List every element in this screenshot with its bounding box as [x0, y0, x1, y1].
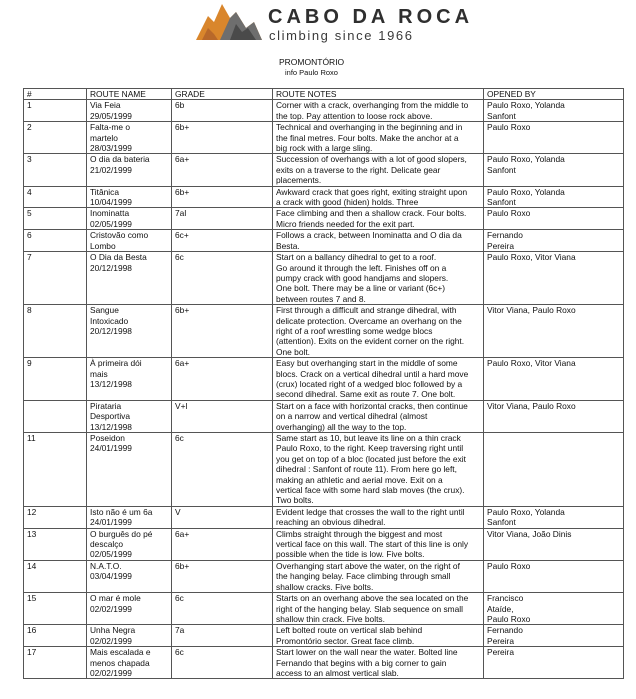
route-notes-cell — [273, 230, 484, 252]
route-name-line: Cristovão como — [90, 230, 149, 241]
table-row — [24, 647, 624, 679]
route-notes-cell — [273, 358, 484, 401]
route-number-cell: 12 — [24, 506, 87, 528]
route-notes-line: making an athletic and aerial move. Exit on a — [276, 474, 443, 485]
route-notes-cell — [273, 100, 484, 122]
route-grade-cell: 6b+ — [172, 122, 273, 154]
route-notes-line: Left bolted route on vertical slab behind — [276, 625, 423, 636]
table-row — [24, 252, 624, 305]
route-grade-cell: 6c+ — [172, 230, 273, 252]
route-opened-by-line: Paulo Roxo, Vitor Viana — [487, 252, 576, 263]
route-name-line: Sangue — [90, 305, 119, 316]
route-notes-line: Starts on an overhang above the sea located on the — [276, 593, 469, 604]
table-row — [24, 625, 624, 647]
route-name-cell — [87, 100, 172, 122]
route-opened-by-cell — [484, 122, 624, 154]
route-name-line: martelo — [90, 132, 118, 143]
route-name-cell — [87, 593, 172, 625]
route-opened-by-cell — [484, 647, 624, 679]
table-row — [24, 358, 624, 401]
route-notes-line: possible when the tide is low. Five bolts. — [276, 549, 425, 560]
route-grade-cell: 7al — [172, 208, 273, 230]
route-name-line: 02/02/1999 — [90, 667, 132, 678]
route-number-cell: 9 — [24, 358, 87, 401]
route-name-line: 20/12/1998 — [90, 262, 132, 273]
route-grade-cell: 6a+ — [172, 528, 273, 560]
column-header-number: # — [24, 89, 87, 100]
table-row — [24, 230, 624, 252]
route-name-cell — [87, 154, 172, 186]
route-notes-cell — [273, 208, 484, 230]
route-notes-cell — [273, 625, 484, 647]
route-notes-line: Micro friends needed for the exit part. — [276, 218, 415, 229]
route-opened-by-line: Paulo Roxo, Yolanda — [487, 186, 565, 197]
route-opened-by-line: Ataíde, — [487, 603, 514, 614]
route-notes-cell — [273, 122, 484, 154]
route-opened-by-line: Paulo Roxo, Vitor Viana — [487, 358, 576, 369]
sector-title: PROMONTÓRIO — [279, 57, 345, 67]
route-notes-line: a crack with good (hiden) holds. Three — [276, 197, 419, 208]
route-name-line: descalço — [90, 539, 124, 550]
route-notes-cell — [273, 647, 484, 679]
route-opened-by-line: Sanfont — [487, 197, 516, 208]
route-name-line: 24/01/1999 — [90, 517, 132, 528]
route-notes-line: overhanging) all the way to the top. — [276, 421, 407, 432]
route-grade-cell: 6c — [172, 433, 273, 507]
route-opened-by-line: Vitor Viana, Paulo Roxo — [487, 400, 576, 411]
route-notes-line: Paulo Roxo, to the right. Keep traversing right until — [276, 443, 464, 454]
route-opened-by-line: Fernando — [487, 625, 523, 636]
route-opened-by-line: Francisco — [487, 593, 524, 604]
route-opened-by-cell — [484, 252, 624, 305]
route-opened-by-line: Pereira — [487, 647, 514, 658]
route-opened-by-line: Paulo Roxo — [487, 560, 531, 571]
route-name-line: Isto não é um 6a — [90, 506, 153, 517]
route-name-line: Lombo — [90, 240, 116, 251]
mountain-logo-icon — [196, 2, 262, 42]
route-name-line: O burguês do pé — [90, 528, 153, 539]
route-name-line: 13/12/1998 — [90, 421, 132, 432]
route-grade-cell: 6b+ — [172, 305, 273, 358]
route-number-cell: 5 — [24, 208, 87, 230]
route-grade-cell: 6b — [172, 100, 273, 122]
route-name-line: 02/05/1999 — [90, 218, 132, 229]
route-opened-by-line: Paulo Roxo, Yolanda — [487, 506, 565, 517]
route-notes-line: Climbs straight through the biggest and most — [276, 528, 443, 539]
route-notes-line: vertical face with some hard slab moves (the crux). — [276, 485, 465, 496]
route-notes-cell — [273, 506, 484, 528]
route-opened-by-line: Pereira — [487, 635, 514, 646]
route-notes-line: big rock with a large sling. — [276, 143, 373, 154]
route-notes-line: between routes 7 and 8. — [276, 293, 366, 304]
route-notes-line: Start on a face with horizontal cracks, then continue — [276, 400, 468, 411]
route-opened-by-cell — [484, 186, 624, 208]
table-row — [24, 154, 624, 186]
route-name-cell — [87, 400, 172, 432]
route-name-line: 02/05/1999 — [90, 549, 132, 560]
route-notes-line: Start lower on the wall near the water. Bolted line — [276, 647, 458, 658]
route-grade-cell: 6c — [172, 647, 273, 679]
route-notes-line: right of the hanging belay. Slab sequence on small — [276, 603, 464, 614]
route-name-cell — [87, 506, 172, 528]
route-opened-by-cell — [484, 358, 624, 401]
route-notes-line: Face climbing and then a shallow crack. Four bolts. — [276, 208, 467, 219]
route-notes-line: the final metres. Four bolts. Make the anchor at a — [276, 132, 459, 143]
route-notes-line: Awkward crack that goes right, exiting straight upon — [276, 186, 468, 197]
route-opened-by-cell — [484, 154, 624, 186]
route-grade-cell: V+l — [172, 400, 273, 432]
route-notes-line: One bolt. — [276, 346, 310, 357]
route-name-line: O Dia da Besta — [90, 252, 147, 263]
route-opened-by-line: Paulo Roxo — [487, 122, 531, 133]
route-notes-line: Overhanging start above the water, on the right of — [276, 560, 460, 571]
route-notes-line: Same start as 10, but leave its line on a thin crack — [276, 433, 461, 443]
route-notes-line: First through a difficult and strange dihedral, with — [276, 305, 457, 316]
column-header-route-name: ROUTE NAME — [87, 89, 172, 100]
route-opened-by-cell — [484, 305, 624, 358]
route-notes-line: dihedral : Sanfont of route 11). From here go left, — [276, 464, 457, 475]
route-notes-cell — [273, 433, 484, 507]
routes-table — [23, 88, 624, 679]
route-notes-line: Two bolts. — [276, 495, 314, 506]
table-header-row — [24, 89, 624, 100]
table-row — [24, 100, 624, 122]
route-notes-line: Evident ledge that crosses the wall to the right until — [276, 506, 465, 517]
route-grade-cell: 6b+ — [172, 560, 273, 592]
route-notes-line: Succession of overhangs with a lot of good slopers, — [276, 154, 467, 165]
route-name-line: Intoxicado — [90, 315, 129, 326]
route-opened-by-cell — [484, 560, 624, 592]
route-notes-line: Follows a crack, between Inominatta and O dia da — [276, 230, 462, 241]
route-opened-by-line: Fernando — [487, 230, 523, 241]
route-grade-cell: 6a+ — [172, 358, 273, 401]
route-opened-by-line: Vitor Viana, João Dinis — [487, 528, 572, 539]
route-name-cell — [87, 208, 172, 230]
route-name-line: 29/05/1999 — [90, 110, 132, 121]
route-number-cell: 4 — [24, 186, 87, 208]
route-opened-by-line: Paulo Roxo — [487, 613, 531, 624]
route-grade-cell: 6c — [172, 593, 273, 625]
route-opened-by-line: Paulo Roxo, Yolanda — [487, 100, 565, 111]
route-name-cell — [87, 625, 172, 647]
route-name-cell — [87, 252, 172, 305]
sector-info: info Paulo Roxo — [285, 68, 338, 77]
route-notes-line: placements. — [276, 175, 322, 186]
route-name-cell — [87, 122, 172, 154]
route-name-line: Mais escalada e — [90, 647, 151, 658]
route-name-line: 24/01/1999 — [90, 443, 132, 454]
route-number-cell: 16 — [24, 625, 87, 647]
route-name-line: À primeira dói — [90, 358, 142, 369]
route-notes-line: delicate protection. Overcame an overhang on the — [276, 315, 462, 326]
route-notes-line: (attention). Exits on the evident corner on the right. — [276, 336, 465, 347]
route-name-line: Inominatta — [90, 208, 130, 219]
route-notes-cell — [273, 186, 484, 208]
route-notes-line: shallow cracks. Five bolts. — [276, 581, 374, 592]
route-notes-line: Fernando that begins with a big corner to gain — [276, 657, 447, 668]
route-notes-line: (crux) located right of a wedged bloc followed by a — [276, 378, 463, 389]
route-notes-cell — [273, 528, 484, 560]
route-name-cell — [87, 305, 172, 358]
route-notes-line: on a narrow and vertical dihedral (almost — [276, 411, 428, 422]
route-number-cell: 13 — [24, 528, 87, 560]
route-notes-cell — [273, 560, 484, 592]
route-number-cell: 15 — [24, 593, 87, 625]
route-number-cell: 1 — [24, 100, 87, 122]
route-notes-line: shallow thin crack. Five bolts. — [276, 613, 385, 624]
route-name-line: Pirataria — [90, 400, 122, 411]
route-opened-by-cell — [484, 593, 624, 625]
route-name-line: 02/02/1999 — [90, 603, 132, 614]
route-number-cell: 6 — [24, 230, 87, 252]
column-header-opened-by: OPENED BY — [484, 89, 624, 100]
route-name-cell — [87, 186, 172, 208]
route-name-line: 10/04/1999 — [90, 197, 132, 208]
route-opened-by-line: Sanfont — [487, 110, 516, 121]
route-number-cell: 3 — [24, 154, 87, 186]
route-name-line: N.A.T.O. — [90, 560, 122, 571]
route-opened-by-line: Vitor Viana, Paulo Roxo — [487, 305, 576, 316]
route-opened-by-cell — [484, 230, 624, 252]
table-row — [24, 593, 624, 625]
route-notes-line: Start on a ballancy dihedral to get to a roof. — [276, 252, 437, 263]
route-opened-by-line: Sanfont — [487, 164, 516, 175]
route-name-line: 28/03/1999 — [90, 143, 132, 154]
route-notes-cell — [273, 400, 484, 432]
route-opened-by-line: Sanfont — [487, 517, 516, 528]
route-name-line: Desportiva — [90, 411, 131, 422]
route-name-line: mais — [90, 368, 108, 379]
route-notes-line: exits on a traverse to the right. Delicate gear — [276, 164, 441, 175]
brand-name: CABO DA ROCA — [268, 6, 474, 28]
route-name-line: O dia da bateria — [90, 154, 150, 165]
route-name-line: 21/02/1999 — [90, 164, 132, 175]
route-notes-line: the top. Pay attention to loose rock above. — [276, 110, 433, 121]
table-row — [24, 560, 624, 592]
route-number-cell: 7 — [24, 252, 87, 305]
column-header-grade: GRADE — [172, 89, 273, 100]
route-grade-cell: 7a — [172, 625, 273, 647]
route-number-cell: 11 — [24, 433, 87, 507]
route-name-cell — [87, 358, 172, 401]
route-opened-by-cell — [484, 400, 624, 432]
route-notes-cell — [273, 154, 484, 186]
route-number-cell — [24, 400, 87, 432]
route-opened-by-line: Pereira — [487, 240, 514, 251]
route-opened-by-cell — [484, 100, 624, 122]
header — [0, 0, 636, 48]
route-name-cell — [87, 647, 172, 679]
route-grade-cell: 6a+ — [172, 154, 273, 186]
route-opened-by-cell — [484, 208, 624, 230]
route-notes-line: vertical face on this wall. The start of this line is only — [276, 539, 469, 550]
route-notes-line: you get on top of a bloc (located just before the exit — [276, 453, 466, 464]
route-opened-by-cell — [484, 625, 624, 647]
route-name-line: 02/02/1999 — [90, 635, 132, 646]
table-row — [24, 400, 624, 432]
route-notes-line: One bolt. There may be a line or variant (6c+) — [276, 283, 446, 294]
route-notes-line: right of a roof wrestling some wedge blocs — [276, 325, 433, 336]
route-notes-line: Go around it through the left. Finishes off on a — [276, 262, 447, 273]
routes-table-body — [24, 100, 624, 679]
route-name-line: Titânica — [90, 186, 120, 197]
column-header-route-notes: ROUTE NOTES — [273, 89, 484, 100]
route-notes-line: pumpy crack with good handjams and slopers. — [276, 272, 449, 283]
route-grade-cell: 6b+ — [172, 186, 273, 208]
route-notes-line: Technical and overhanging in the beginning and in — [276, 122, 463, 133]
route-notes-line: Easy but overhanging start in the middle of some — [276, 358, 458, 369]
route-name-line: menos chapada — [90, 657, 150, 668]
route-notes-line: the hanging belay. Face climbing through small — [276, 571, 451, 582]
sector-heading — [279, 57, 344, 77]
table-row — [24, 433, 624, 507]
route-opened-by-cell — [484, 506, 624, 528]
route-notes-line: access to an almost vertical slab. — [276, 667, 399, 678]
route-number-cell: 17 — [24, 647, 87, 679]
route-opened-by-line: Paulo Roxo — [487, 208, 531, 219]
table-row — [24, 506, 624, 528]
route-name-cell — [87, 230, 172, 252]
table-row — [24, 122, 624, 154]
route-notes-cell — [273, 593, 484, 625]
route-name-cell — [87, 560, 172, 592]
brand-tagline: climbing since 1966 — [269, 28, 414, 43]
route-name-line: 03/04/1999 — [90, 571, 132, 582]
route-notes-line: reaching an obvious dihedral. — [276, 517, 386, 528]
route-name-line: 20/12/1998 — [90, 325, 132, 336]
route-notes-line: Promontório sector. Great face climb. — [276, 635, 415, 646]
route-name-line: Falta-me o — [90, 122, 131, 133]
table-row — [24, 305, 624, 358]
route-opened-by-cell — [484, 528, 624, 560]
route-name-cell — [87, 528, 172, 560]
route-notes-cell — [273, 305, 484, 358]
route-number-cell: 2 — [24, 122, 87, 154]
route-opened-by-line: Paulo Roxo, Yolanda — [487, 154, 565, 165]
table-row — [24, 186, 624, 208]
route-notes-cell — [273, 252, 484, 305]
route-grade-cell: 6c — [172, 252, 273, 305]
route-name-line: Poseidon — [90, 433, 125, 443]
route-notes-line: second dihedral. Same exit as route 7. One bolt. — [276, 389, 456, 400]
route-number-cell: 8 — [24, 305, 87, 358]
route-grade-cell: V — [172, 506, 273, 528]
route-opened-by-cell — [484, 433, 624, 507]
route-notes-line: blocs. Crack on a vertical dihedral until a hard move — [276, 368, 469, 379]
route-name-line: 13/12/1998 — [90, 378, 132, 389]
route-notes-line: Corner with a crack, overhanging from the middle to — [276, 100, 469, 111]
route-name-line: Via Feia — [90, 100, 121, 111]
route-name-line: Unha Negra — [90, 625, 136, 636]
table-row — [24, 208, 624, 230]
route-notes-line: Besta. — [276, 240, 300, 251]
table-row — [24, 528, 624, 560]
route-name-cell — [87, 433, 172, 507]
route-name-line: O mar é mole — [90, 593, 141, 604]
route-number-cell: 14 — [24, 560, 87, 592]
